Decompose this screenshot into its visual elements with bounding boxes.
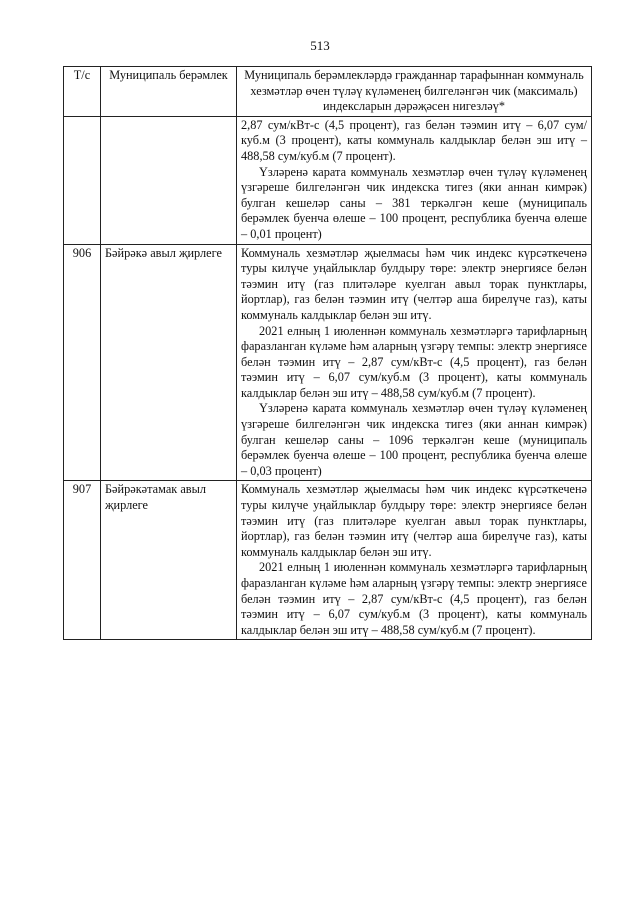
tariff-table <box>63 66 592 640</box>
header-municipality: Муниципаль берәмлек <box>101 67 237 117</box>
table-header-row <box>64 67 592 117</box>
paragraph: 2,87 сум/кВт-с (4,5 процент), газ белән тәэмин итү – 6,07 сум/куб.м (3 процент), каты коммуналь калдыклар белән эш итү – 488,58 сум/куб.м (7 процент). <box>241 117 587 163</box>
paragraph: 2021 елның 1 июленнән коммуналь хезмәтләргә тарифларның фаразланган күләме һәм аларның үзгәрү темпы: электр энергиясе белән тәэмин итү – 2,87 сум/кВт-с (4,5 процент), газ белән тәэмин итү – 6,07 сум/куб.м (3 процент), каты коммуналь калдыклар белән эш итү – 488,58 сум/куб.м (7 процент). <box>241 560 587 637</box>
paragraph: Коммуналь хезмәтләр җыелмасы һәм чик индекс күрсәткеченә туры килүче уңайлыклар булдыру төре: электр энергиясе белән тәэмин итү (газ плитәләре куелган авыл торак пунктлары, йортлар), газ белән тәэмин итү (челтәр аша бирелүче газ), каты коммуналь калдыклар белән эш итү. <box>241 245 587 322</box>
row-municipality: Бәйрәкәтамак авыл җирлеге <box>101 481 237 640</box>
row-number <box>64 116 101 244</box>
table-row <box>64 481 592 640</box>
row-description <box>237 116 592 244</box>
paragraph: Үзләренә карата коммуналь хезмәтләр өчен түләү күләменең үзгәреше билгеләнгән чик индекска тигез (яки аннан кимрәк) булган кешеләр саны – 1096 теркәлгән кеше (муниципаль берәмлек буенча өлеше – 100 процент, республика буенча өлеше – 0,03 процент) <box>241 401 587 478</box>
table-row <box>64 116 592 244</box>
row-description <box>237 244 592 481</box>
paragraph: Үзләренә карата коммуналь хезмәтләр өчен түләү күләменең үзгәреше билгеләнгән чик индекска тигез (яки аннан кимрәк) булган кешеләр саны – 381 теркәлгән кеше (муниципаль берәмлек буенча өлеше – 100 процент, республика буенча өлеше – 0,01 процент) <box>241 164 587 241</box>
row-description <box>237 481 592 640</box>
row-number: 907 <box>64 481 101 640</box>
paragraph: Коммуналь хезмәтләр җыелмасы һәм чик индекс күрсәткеченә туры килүче уңайлыклар булдыру төре: электр энергиясе белән тәэмин итү (газ плитәләре куелган авыл торак пунктлары, йортлар), газ белән тәэмин итү (челтәр аша бирелүче газ), каты коммуналь калдыклар белән эш итү. <box>241 482 587 559</box>
row-number: 906 <box>64 244 101 481</box>
paragraph: 2021 елның 1 июленнән коммуналь хезмәтләргә тарифларның фаразланган күләме һәм аларның үзгәрү темпы: электр энергиясе белән тәэмин итү – 2,87 сум/кВт-с (4,5 процент), газ белән тәэмин итү – 6,07 сум/куб.м (3 процент), каты коммуналь калдыклар белән эш итү – 488,58 сум/куб.м (7 процент). <box>241 323 587 400</box>
row-municipality: Бәйрәкә авыл җирлеге <box>101 244 237 481</box>
row-municipality <box>101 116 237 244</box>
header-description: Муниципаль берәмлекләрдә гражданнар тарафыннан коммуналь хезмәтләр өчен түләү күләменең билгеләнгән чик (максималь) индексларын дәрәҗәсен нигезләү* <box>237 67 592 117</box>
header-number: Т/с <box>64 67 101 117</box>
table-row <box>64 244 592 481</box>
page-number: 513 <box>310 38 330 53</box>
